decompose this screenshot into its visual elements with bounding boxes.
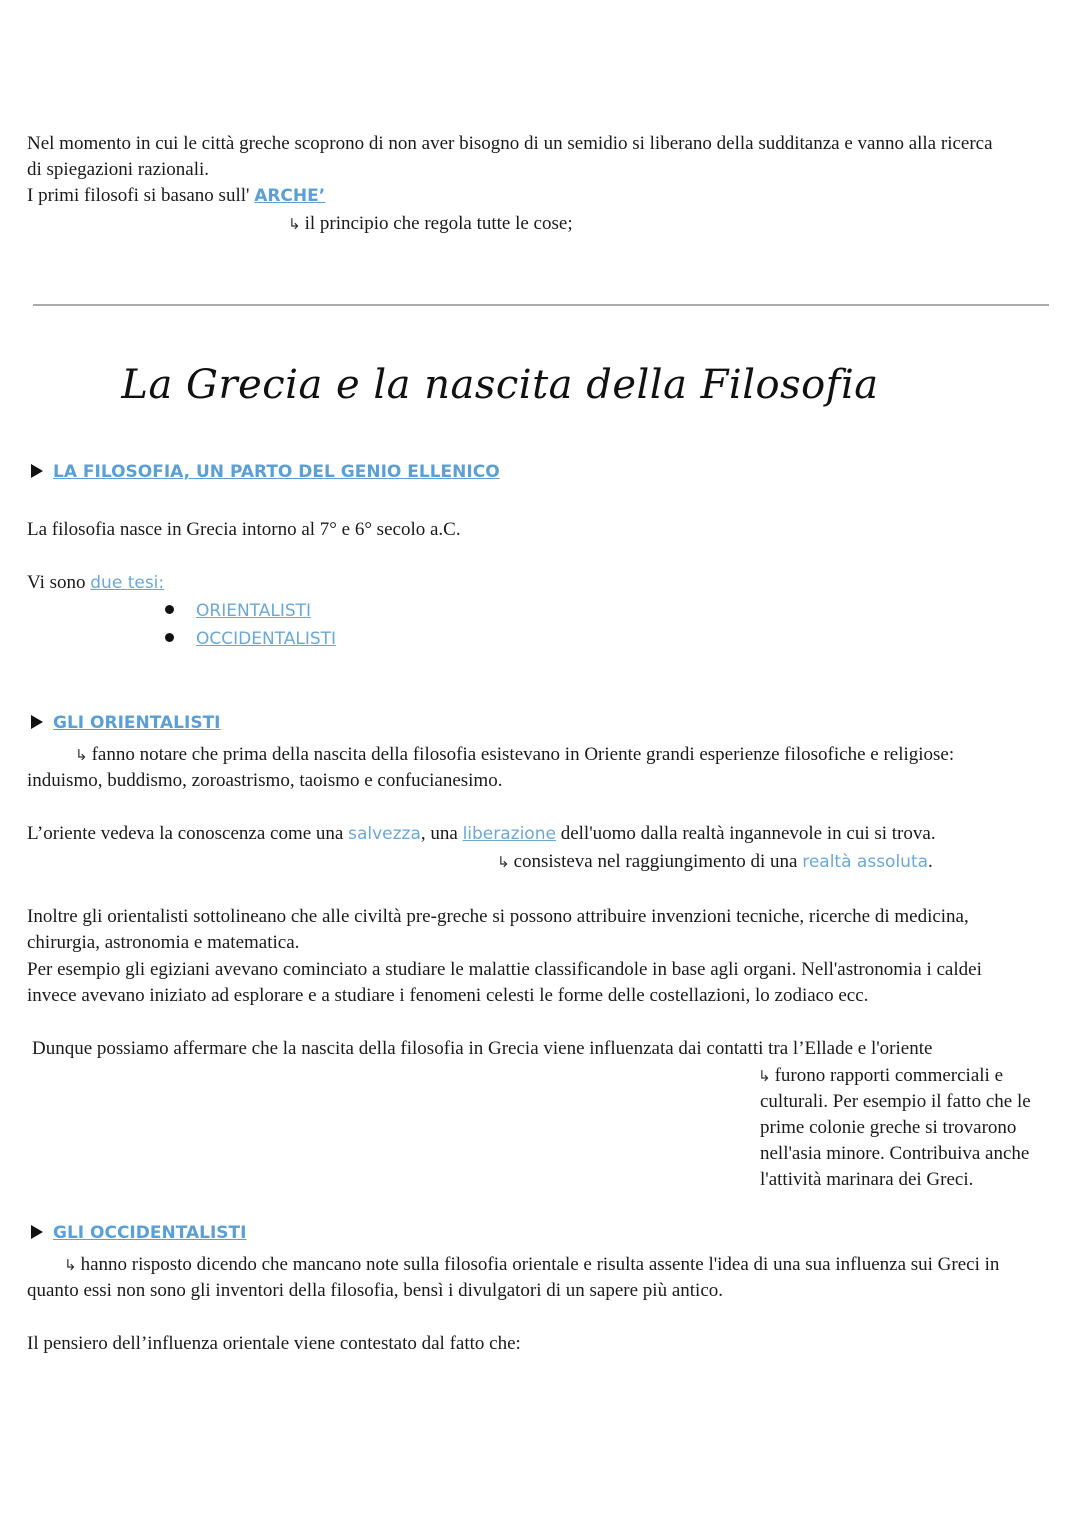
arche-definition <box>288 211 573 237</box>
note-line-4: nell'asia minore. Contribuiva anche <box>760 1143 1030 1164</box>
triangle-bullet-icon <box>31 1225 43 1239</box>
note-line-1-text: furono rapporti commerciali e <box>774 1065 1004 1086</box>
orientalisti-arrow-line <box>75 742 954 768</box>
note-line-3: prime colonie greche si trovarono <box>760 1117 1017 1138</box>
note-line-5: l'attività marinara dei Greci. <box>760 1169 974 1190</box>
tesi-line <box>27 570 164 596</box>
bullet-icon <box>165 633 174 642</box>
list-item-orientalisti <box>165 598 311 624</box>
section-heading-orientalisti-text: GLI ORIENTALISTI <box>53 713 221 733</box>
bullet-icon <box>165 605 174 614</box>
list-item-orientalisti-text: ORIENTALISTI <box>196 601 312 621</box>
inventions-line-4: invece avevano iniziato ad esplorare e a studiare i fenomeni celesti le forme delle costellazioni, lo zodiaco ecc. <box>27 985 869 1006</box>
list-item-occidentalisti-text: OCCIDENTALISTI <box>196 629 337 649</box>
section-heading-filosofia-text: LA FILOSOFIA, UN PARTO DEL GENIO ELLENICO <box>53 462 500 482</box>
tesi-term: due tesi: <box>90 573 165 593</box>
realta-assoluta-term: realtà assoluta <box>802 852 929 872</box>
occidentalisti-arrow-text: hanno risposto dicendo che mancano note sulla filosofia orientale e risulta assente l'idea di una sua influenza sui Greci in <box>80 1254 1000 1275</box>
tesi-prefix: Vi sono <box>27 572 91 593</box>
intro-line-1: Nel momento in cui le città greche scoprono di non aver bisogno di un semidio si liberano della sudditanza e vanno alla ricerca <box>27 133 993 154</box>
intro-arche-line <box>27 183 325 209</box>
list-item-occidentalisti <box>165 626 336 652</box>
section-heading-occidentalisti <box>31 1220 246 1246</box>
inventions-line-2: chirurgia, astronomia e matematica. <box>27 932 300 953</box>
note-line-2: culturali. Per esempio il fatto che le <box>760 1091 1031 1112</box>
intro-arche-prefix: I primi filosofi si basano sull' <box>27 185 255 206</box>
note-line-1 <box>758 1063 1003 1089</box>
arrow-icon: ↳ <box>64 1256 77 1274</box>
section-heading-orientalisti <box>31 710 221 736</box>
knowledge-line <box>27 821 936 847</box>
section-heading-filosofia <box>31 459 500 485</box>
arrow-icon: ↳ <box>288 215 301 233</box>
filosofia-origin-text: La filosofia nasce in Grecia intorno al 7° e 6° secolo a.C. <box>27 519 461 540</box>
arrow-icon: ↳ <box>75 746 88 764</box>
knowledge-mid: , una <box>420 823 463 844</box>
triangle-bullet-icon <box>31 464 43 478</box>
liberazione-term: liberazione <box>462 824 556 844</box>
salvezza-term: salvezza <box>348 824 421 844</box>
page-title: La Grecia e la nascita della Filosofia <box>121 362 879 408</box>
arche-term: ARCHE’ <box>254 186 326 206</box>
knowledge-prefix: L’oriente vedeva la conoscenza come una <box>27 823 349 844</box>
section-heading-occidentalisti-text: GLI OCCIDENTALISTI <box>53 1223 247 1243</box>
consist-prefix: consisteva nel raggiungimento di una <box>513 851 803 872</box>
triangle-bullet-icon <box>31 715 43 729</box>
orientalisti-religions: induismo, buddismo, zoroastrismo, taoismo e confucianesimo. <box>27 770 503 791</box>
orientalisti-arrow-text: fanno notare che prima della nascita della filosofia esistevano in Oriente grandi esperienze filosofiche e religiose: <box>91 744 955 765</box>
horizontal-divider <box>33 304 1049 306</box>
consist-line <box>497 849 933 875</box>
occidentalisti-arrow-line <box>64 1252 999 1278</box>
intro-line-2: di spiegazioni razionali. <box>27 159 210 180</box>
inventions-line-3: Per esempio gli egiziani avevano cominciato a studiare le malattie classificandole in base agli organi. Nell'astronomia i caldei <box>27 959 982 980</box>
arrow-icon: ↳ <box>758 1067 771 1085</box>
inventions-line-1: Inoltre gli orientalisti sottolineano che alle civiltà pre-greche si possono attribuire invenzioni tecniche, ricerche di medicina, <box>27 906 969 927</box>
conclusion-line: Dunque possiamo affermare che la nascita della filosofia in Grecia viene influenzata dai contatti tra l’Ellade e l'oriente <box>32 1038 933 1059</box>
occidentalisti-line-2: quanto essi non sono gli inventori della filosofia, bensì i divulgatori di un sapere più antico. <box>27 1280 724 1301</box>
contestation-line: Il pensiero dell’influenza orientale viene contestato dal fatto che: <box>27 1333 521 1354</box>
consist-suffix: . <box>928 851 933 872</box>
knowledge-suffix: dell'uomo dalla realtà ingannevole in cui si trova. <box>555 823 936 844</box>
arrow-icon: ↳ <box>497 853 510 871</box>
arche-definition-text: il principio che regola tutte le cose; <box>304 213 573 234</box>
